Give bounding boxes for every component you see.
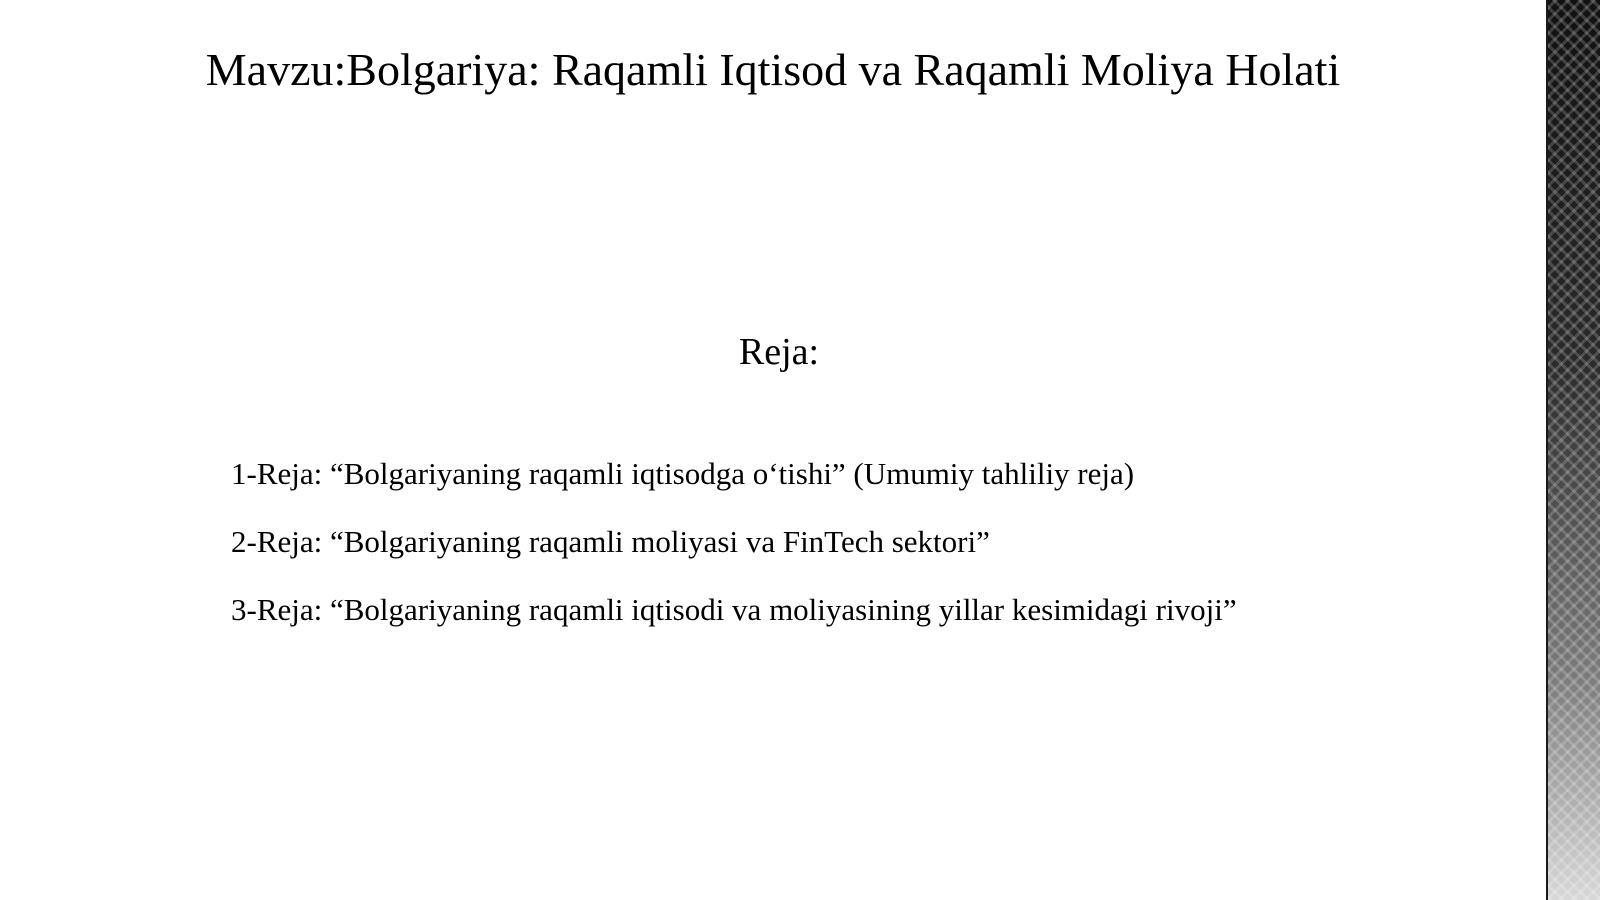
plan-item-1: 1-Reja: “Bolgariyaning raqamli iqtisodga o‘tishi” (Umumiy tahliliy reja) — [231, 456, 1135, 491]
plan-heading: Reja: — [738, 331, 820, 373]
side-pattern-decoration — [1548, 0, 1600, 900]
plan-list — [231, 452, 1237, 656]
plan-item-3: 3-Reja: “Bolgariyaning raqamli iqtisodi va moliyasining yillar kesimidagi rivoji” — [231, 592, 1237, 627]
plan-item-2: 2-Reja: “Bolgariyaning raqamli moliyasi va FinTech sektori” — [231, 524, 990, 559]
slide-title: Mavzu:Bolgariya: Raqamli Iqtisod va Raqamli Moliya Holati — [205, 44, 1341, 95]
